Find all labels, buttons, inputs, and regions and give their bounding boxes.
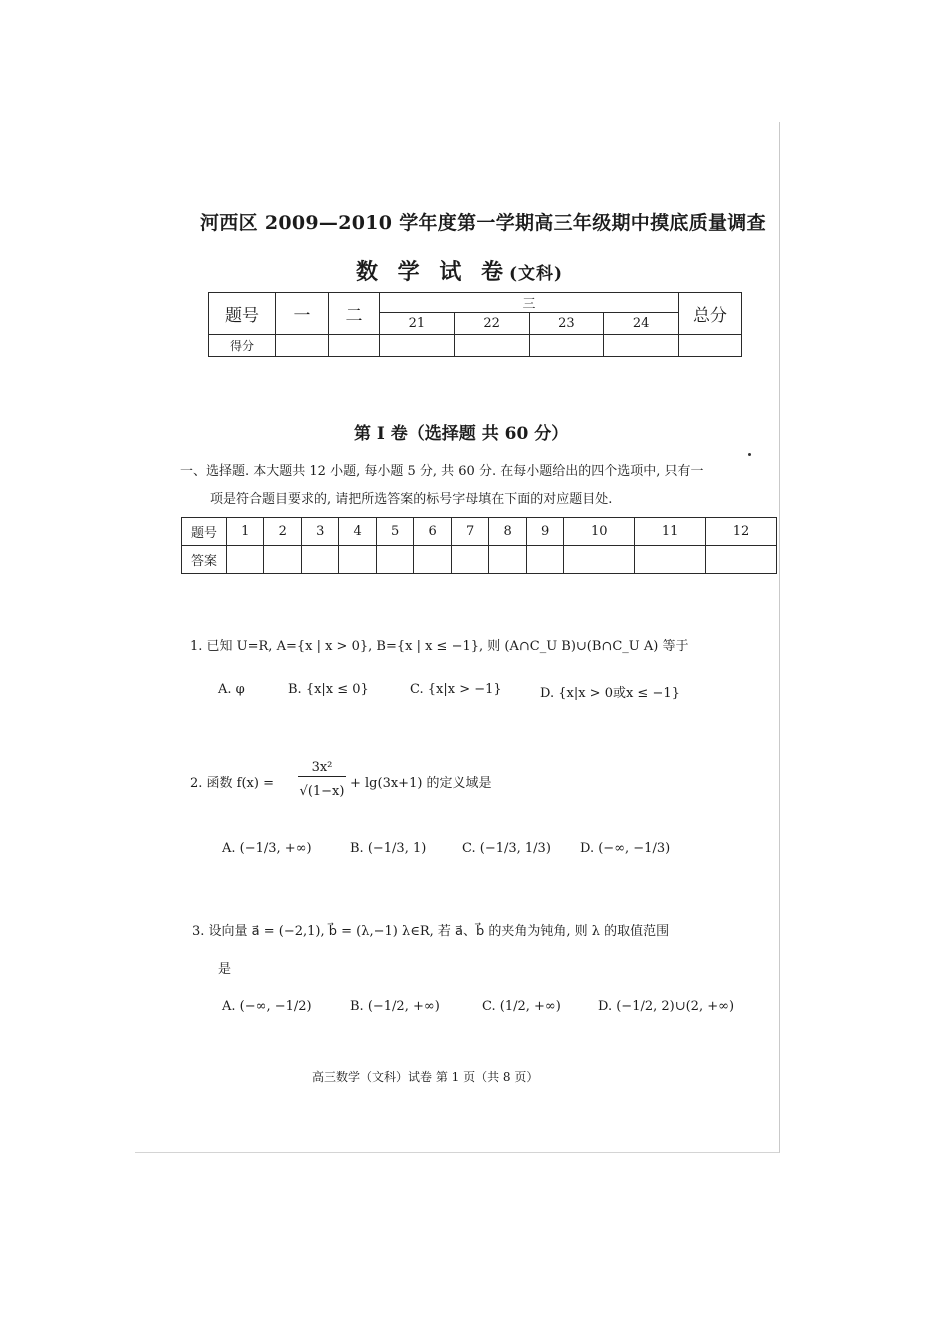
answer-number: 10 [564, 518, 635, 546]
score-table [208, 292, 742, 357]
answer-number: 7 [451, 518, 488, 546]
question-2-denominator: √(1−x) [299, 784, 345, 799]
answer-cell [301, 546, 338, 574]
answer-cell [264, 546, 301, 574]
score-sub-col: 23 [529, 313, 604, 335]
score-row-label: 题号 [209, 293, 276, 335]
score-total-label: 总分 [679, 293, 742, 335]
subject-note: (文科) [508, 264, 564, 284]
exam-title: 河西区 2009—2010 学年度第一学期高三年级期中摸底质量调查 [200, 212, 766, 234]
answer-number: 6 [414, 518, 451, 546]
score-cell [679, 335, 742, 357]
score-sub-col: 22 [454, 313, 529, 335]
scan-speck [748, 453, 751, 456]
answer-number: 11 [635, 518, 706, 546]
question-1-option-c: C. {x|x > −1} [410, 682, 502, 697]
answer-row-label: 题号 [182, 518, 227, 546]
question-2-stem-prefix: 2. 函数 f(x) = [190, 776, 274, 791]
score-sub-col: 24 [604, 313, 679, 335]
answer-number: 5 [376, 518, 413, 546]
answer-cell [451, 546, 488, 574]
question-1-option-d: D. {x|x > 0或x ≤ −1} [540, 686, 680, 701]
answer-cell [489, 546, 526, 574]
score-cell [329, 335, 380, 357]
question-3-stem-cont: 是 [218, 962, 232, 977]
question-3-stem: 3. 设向量 a⃗ = (−2,1), b⃗ = (λ,−1) λ∈R, 若 a⃗、b⃗ 的夹角为钝角, 则 λ 的取值范围 [192, 924, 670, 939]
answer-number: 4 [339, 518, 376, 546]
answer-number: 2 [264, 518, 301, 546]
score-row-label-2: 得分 [209, 335, 276, 357]
question-3-option-c: C. (1/2, +∞) [482, 999, 561, 1014]
section-title: 第 I 卷（选择题 共 60 分） [354, 424, 569, 444]
answer-number: 1 [227, 518, 264, 546]
score-cell [454, 335, 529, 357]
question-2-numerator: 3x² [298, 760, 346, 777]
instructions-line-2: 项是符合题目要求的, 请把所选答案的标号字母填在下面的对应题目处. [210, 492, 613, 507]
score-col-2: 二 [329, 293, 380, 335]
instructions-line-1: 一、选择题. 本大题共 12 小题, 每小题 5 分, 共 60 分. 在每小题给出的四个选项中, 只有一 [180, 464, 704, 479]
answer-cell [706, 546, 777, 574]
answer-cell [526, 546, 563, 574]
answer-cell [414, 546, 451, 574]
question-1-option-b: B. {x|x ≤ 0} [288, 682, 369, 697]
subject-title [356, 255, 563, 286]
question-1-stem: 1. 已知 U=R, A={x | x > 0}, B={x | x ≤ −1}, 则 (A∩C_U B)∪(B∩C_U A) 等于 [190, 639, 689, 654]
score-cell [276, 335, 329, 357]
answer-table [181, 517, 777, 574]
question-3-option-b: B. (−1/2, +∞) [350, 999, 440, 1014]
score-col-1: 一 [276, 293, 329, 335]
answer-cell [376, 546, 413, 574]
score-col-3: 三 [380, 293, 679, 313]
score-cell [604, 335, 679, 357]
answer-cell [564, 546, 635, 574]
answer-cell [227, 546, 264, 574]
page-footer: 高三数学（文科）试卷 第 1 页（共 8 页） [312, 1070, 539, 1084]
question-2-option-c: C. (−1/3, 1/3) [462, 841, 551, 856]
answer-number: 8 [489, 518, 526, 546]
answer-number: 9 [526, 518, 563, 546]
answer-number: 3 [301, 518, 338, 546]
answer-cell [635, 546, 706, 574]
question-3-option-d: D. (−1/2, 2)∪(2, +∞) [598, 999, 735, 1014]
question-3-option-a: A. (−∞, −1/2) [222, 999, 312, 1014]
question-2-option-d: D. (−∞, −1/3) [580, 841, 671, 856]
question-2-option-b: B. (−1/3, 1) [350, 841, 427, 856]
subject-name: 数 学 试 卷 [356, 259, 509, 285]
score-cell [529, 335, 604, 357]
score-sub-col: 21 [380, 313, 455, 335]
answer-row-label-2: 答案 [182, 546, 227, 574]
score-cell [380, 335, 455, 357]
question-1-option-a: A. φ [218, 682, 245, 697]
answer-number: 12 [706, 518, 777, 546]
question-2-option-a: A. (−1/3, +∞) [222, 841, 312, 856]
answer-cell [339, 546, 376, 574]
question-2-stem-suffix: + lg(3x+1) 的定义域是 [350, 776, 492, 791]
